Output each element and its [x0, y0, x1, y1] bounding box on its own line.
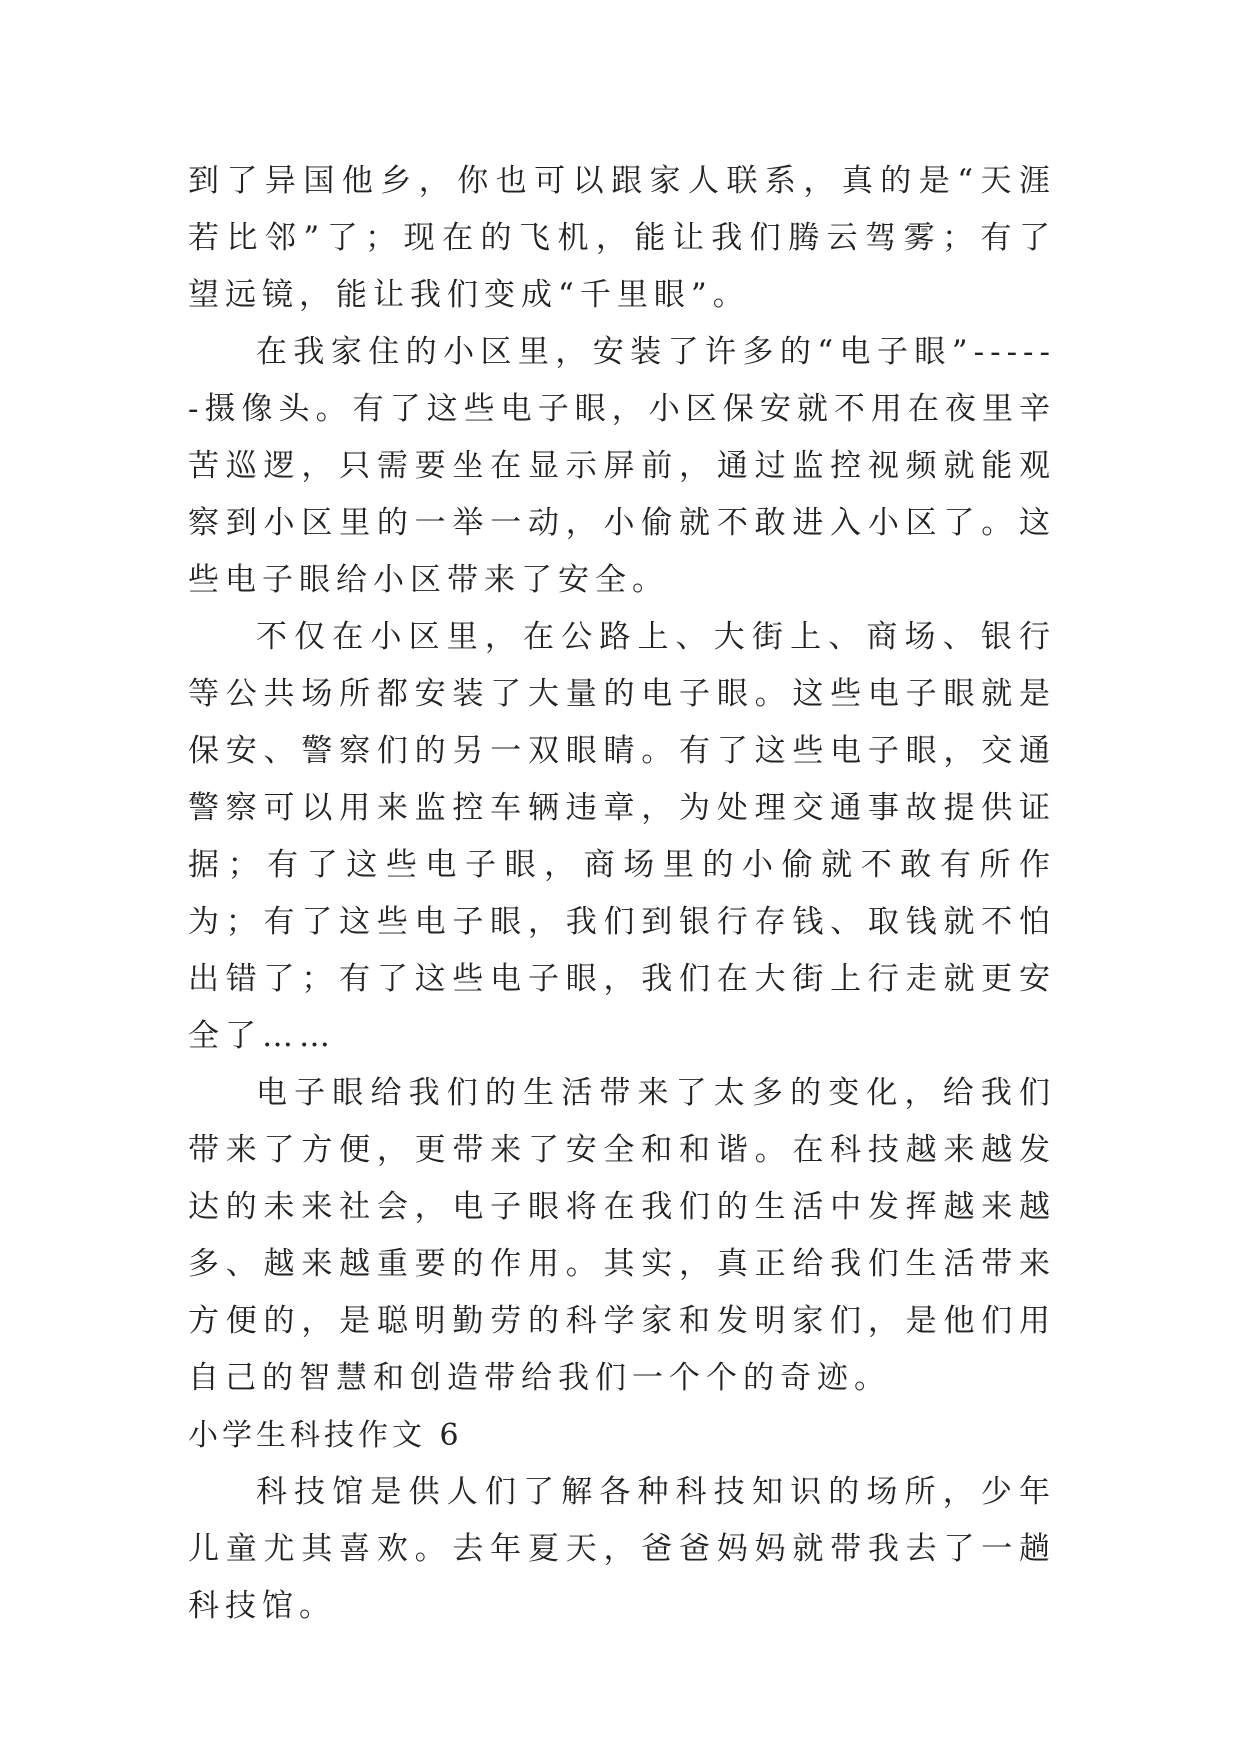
paragraph-1: 到了异国他乡，你也可以跟家人联系，真的是“天涯若比邻”了；现在的飞机，能让我们腾云驾雾；有了望远镜，能让我们变成“千里眼”。 [188, 163, 1056, 313]
section-heading: 小学生科技作文 6 [188, 1418, 463, 1453]
paragraph-5: 科技馆是供人们了解各种科技知识的场所，少年儿童尤其喜欢。去年夏天，爸爸妈妈就带我去了一趟科技馆。 [188, 1474, 1056, 1624]
document-body [188, 153, 1056, 1635]
paragraph-4: 电子眼给我们的生活带来了太多的变化，给我们带来了方便，更带来了安全和和谐。在科技越来越发达的未来社会，电子眼将在我们的生活中发挥越来越多、越来越重要的作用。其实，真正给我们生活带来方便的，是聪明勤劳的科学家和发明家们，是他们用自己的智慧和创造带给我们一个个的奇迹。 [188, 1075, 1056, 1396]
paragraph-2: 在我家住的小区里，安装了许多的“电子眼”------摄像头。有了这些电子眼，小区保安就不用在夜里辛苦巡逻，只需要坐在显示屏前，通过监控视频就能观察到小区里的一举一动，小偷就不敢进入小区了。这些电子眼给小区带来了安全。 [188, 334, 1056, 598]
paragraph-3: 不仅在小区里，在公路上、大街上、商场、银行等公共场所都安装了大量的电子眼。这些电子眼就是保安、警察们的另一双眼睛。有了这些电子眼，交通警察可以用来监控车辆违章，为处理交通事故提供证据；有了这些电子眼，商场里的小偷就不敢有所作为；有了这些电子眼，我们到银行存钱、取钱就不怕出错了；有了这些电子眼，我们在大街上行走就更安全了…… [188, 619, 1056, 1054]
